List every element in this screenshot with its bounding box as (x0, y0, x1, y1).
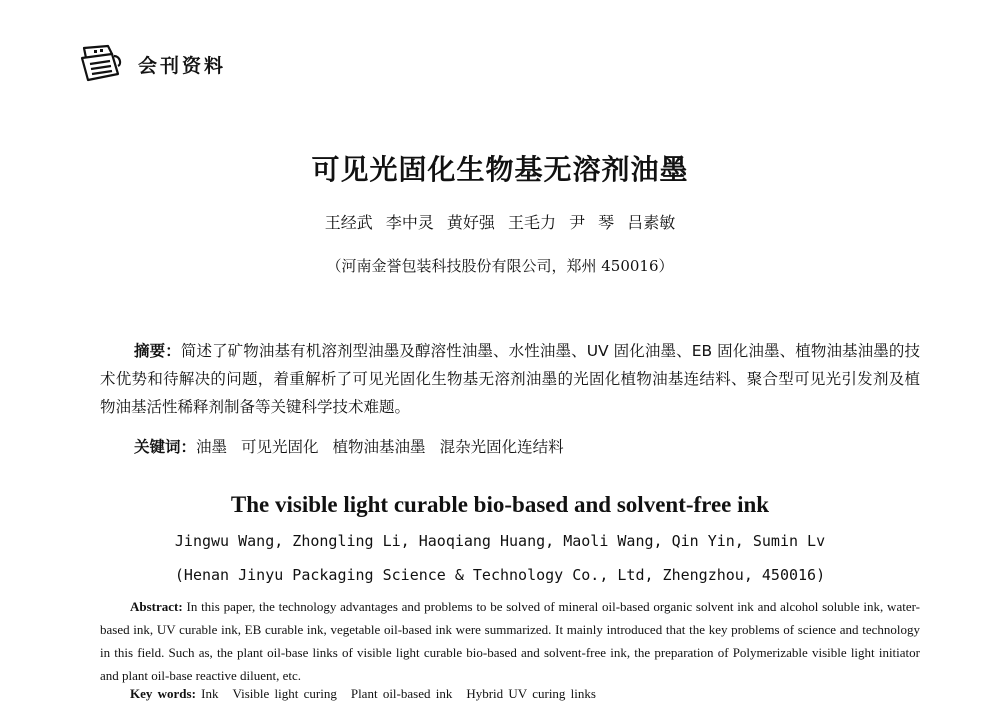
english-keywords-label: Key words: (130, 686, 196, 701)
chinese-keyword: 混杂光固化连结料 (439, 438, 564, 456)
fax-machine-icon (78, 44, 124, 84)
chinese-keywords (134, 435, 564, 457)
english-title: The visible light curable bio-based and solvent-free ink (230, 492, 770, 517)
english-abstract (100, 595, 920, 687)
chinese-title: 可见光固化生物基无溶剂油墨 (311, 153, 689, 186)
chinese-affiliation: （河南金誉包装科技股份有限公司，郑州 450016） (326, 257, 674, 275)
chinese-authors: 王经武 李中灵 黄好强 王毛力 尹 琴 吕素敏 (324, 213, 676, 232)
english-keywords (130, 686, 596, 702)
english-abstract-text: In this paper, the technology advantages and problems to be solved of mineral oil-based organic solvent ink and alcohol soluble ink, water-based ink, UV curable ink, EB curable ink, vegetable oil-based ink were summarized. It mainly introduced that the key problems of science and technology in this field. Such as, the plant oil-base links of visible light curable bio-based and solvent-free ink, the preparation of Polymerizable visible light initiator and plant oil-base reactive diluent, etc. (100, 599, 920, 683)
english-keyword: Plant oil-based ink (350, 686, 453, 701)
english-keyword: Ink (201, 686, 219, 701)
chinese-abstract (100, 337, 920, 421)
section-label: 会刊资料 (138, 54, 227, 77)
english-affiliation: (Henan Jinyu Packaging Science & Technology Co., Ltd, Zhengzhou, 450016) (174, 566, 826, 584)
chinese-keywords-label: 关键词： (134, 438, 197, 456)
english-authors: Jingwu Wang, Zhongling Li, Haoqiang Huang, Maoli Wang, Qin Yin, Sumin Lv (174, 532, 826, 550)
journal-header (78, 44, 226, 84)
chinese-keyword: 植物油基油墨 (332, 438, 426, 456)
chinese-abstract-text: 简述了矿物油基有机溶剂型油墨及醇溶性油墨、水性油墨、UV 固化油墨、EB 固化油墨、植物油基油墨的技术优势和待解决的问题，着重解析了可见光固化生物基无溶剂油墨的光固化植物油基连结料、聚合型可见光引发剂及植物油基活性稀释剂制备等关键科学技术难题。 (100, 342, 920, 416)
english-abstract-label: Abstract: (130, 599, 183, 614)
chinese-keyword: 可见光固化 (241, 438, 319, 456)
english-keyword: Hybrid UV curing links (466, 686, 596, 701)
chinese-keyword: 油墨 (196, 438, 228, 456)
english-keyword: Visible light curing (232, 686, 337, 701)
chinese-abstract-label: 摘要： (134, 342, 181, 360)
